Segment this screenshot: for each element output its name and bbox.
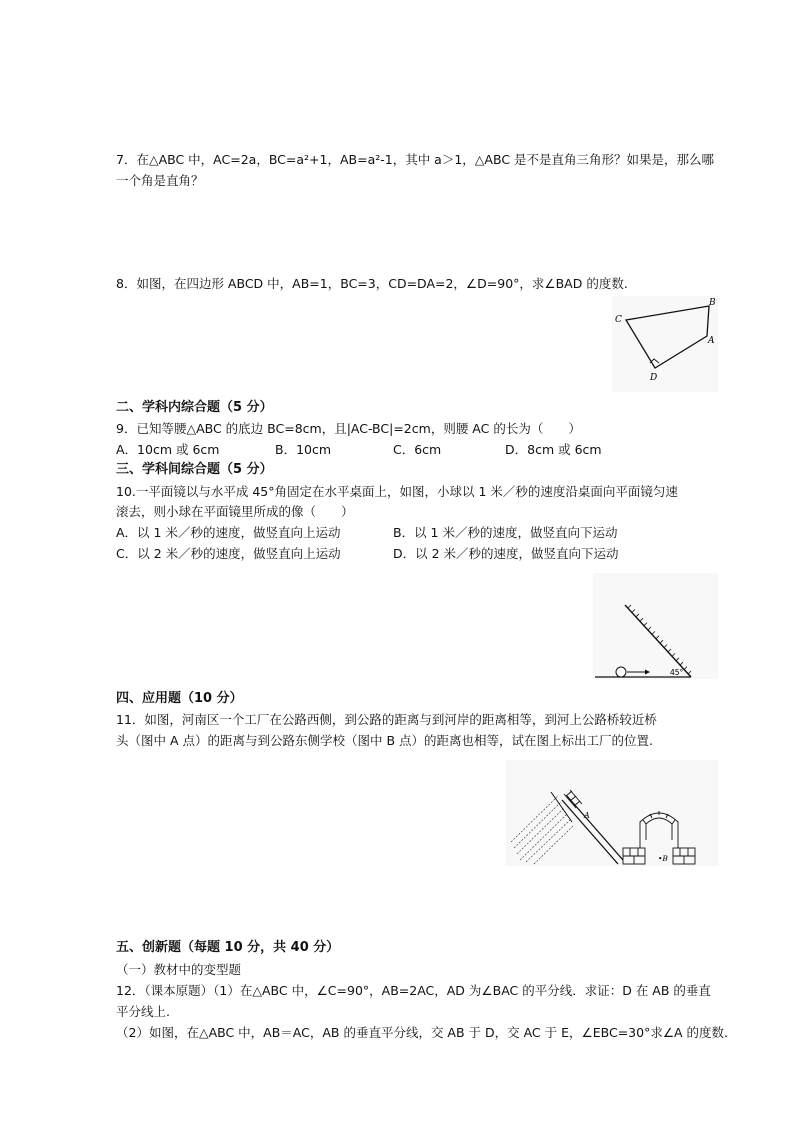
section-2-heading: 二、学科内综合题（5 分） — [116, 400, 273, 415]
q10-option-c: C．以 2 米／秒的速度，做竖直向上运动 — [116, 546, 341, 561]
q10-line-1: 10.一平面镜以与水平成 45°角固定在水平桌面上，如图，小球以 1 米／秒的速度沿桌面向平面镜匀速 — [116, 484, 678, 499]
q11-line-2: 头（图中 A 点）的距离与到公路东侧学校（图中 B 点）的距离也相等，试在图上标出工厂的位置. — [116, 733, 653, 748]
q10-mirror-figure — [593, 573, 718, 679]
q11-line-1: 11．如图，河南区一个工厂在公路西侧，到公路的距离与到河岸的距离相等，到河上公路桥较近桥 — [116, 712, 657, 727]
q9-option-b: B．10cm — [275, 442, 332, 457]
section-3-heading: 三、学科间综合题（5 分） — [116, 462, 273, 477]
q9-option-a: A．10cm 或 6cm — [116, 442, 220, 457]
q12-line-1: 12．（课本原题）（1）在△ABC 中，∠C=90°，AB=2AC，AD 为∠BAC 的平分线．求证：D 在 AB 的垂直 — [116, 983, 711, 998]
angle-label: 45° — [670, 668, 684, 677]
label-d: D — [650, 373, 658, 383]
q7-line-1: 7．在△ABC 中，AC=2a，BC=a²+1，AB=a²-1，其中 a＞1，△ABC 是不是直角三角形？如果是，那么哪 — [116, 152, 715, 167]
q10-option-a: A．以 1 米／秒的速度，做竖直向上运动 — [116, 525, 341, 540]
q10-option-d: D．以 2 米／秒的速度，做竖直向下运动 — [393, 546, 619, 561]
section-5-subheading: （一）教材中的变型题 — [116, 962, 242, 977]
label-a: A — [584, 811, 590, 820]
label-c: C — [615, 315, 622, 325]
q8-quadrilateral-figure — [612, 296, 718, 392]
q11-map-figure — [506, 760, 718, 866]
label-b: B — [709, 298, 716, 308]
q9-option-d: D．8cm 或 6cm — [505, 442, 602, 457]
q10-line-2: 滚去，则小球在平面镜里所成的像（ ） — [116, 504, 354, 519]
label-b: •B — [658, 854, 668, 863]
q12-line-2: 平分线上. — [116, 1004, 170, 1019]
label-a: A — [708, 336, 715, 346]
q12-line-3: （2）如图，在△ABC 中，AB＝AC，AB 的垂直平分线，交 AB 于 D，交 AC 于 E，∠EBC=30°求∠A 的度数. — [116, 1025, 729, 1040]
section-4-heading: 四、应用题（10 分） — [116, 691, 243, 706]
q9-text: 9．已知等腰△ABC 的底边 BC=8cm，且|AC-BC|=2cm，则腰 AC 的长为（ ） — [116, 421, 581, 436]
q10-option-b: B．以 1 米／秒的速度，做竖直向下运动 — [393, 525, 618, 540]
section-5-heading: 五、创新题（每题 10 分，共 40 分） — [116, 940, 340, 955]
q9-option-c: C．6cm — [393, 442, 442, 457]
q8-text: 8．如图，在四边形 ABCD 中，AB=1，BC=3，CD=DA=2，∠D=90°，求∠BAD 的度数. — [116, 276, 628, 291]
q7-line-2: 一个角是直角？ — [116, 173, 204, 188]
ball — [616, 667, 626, 677]
